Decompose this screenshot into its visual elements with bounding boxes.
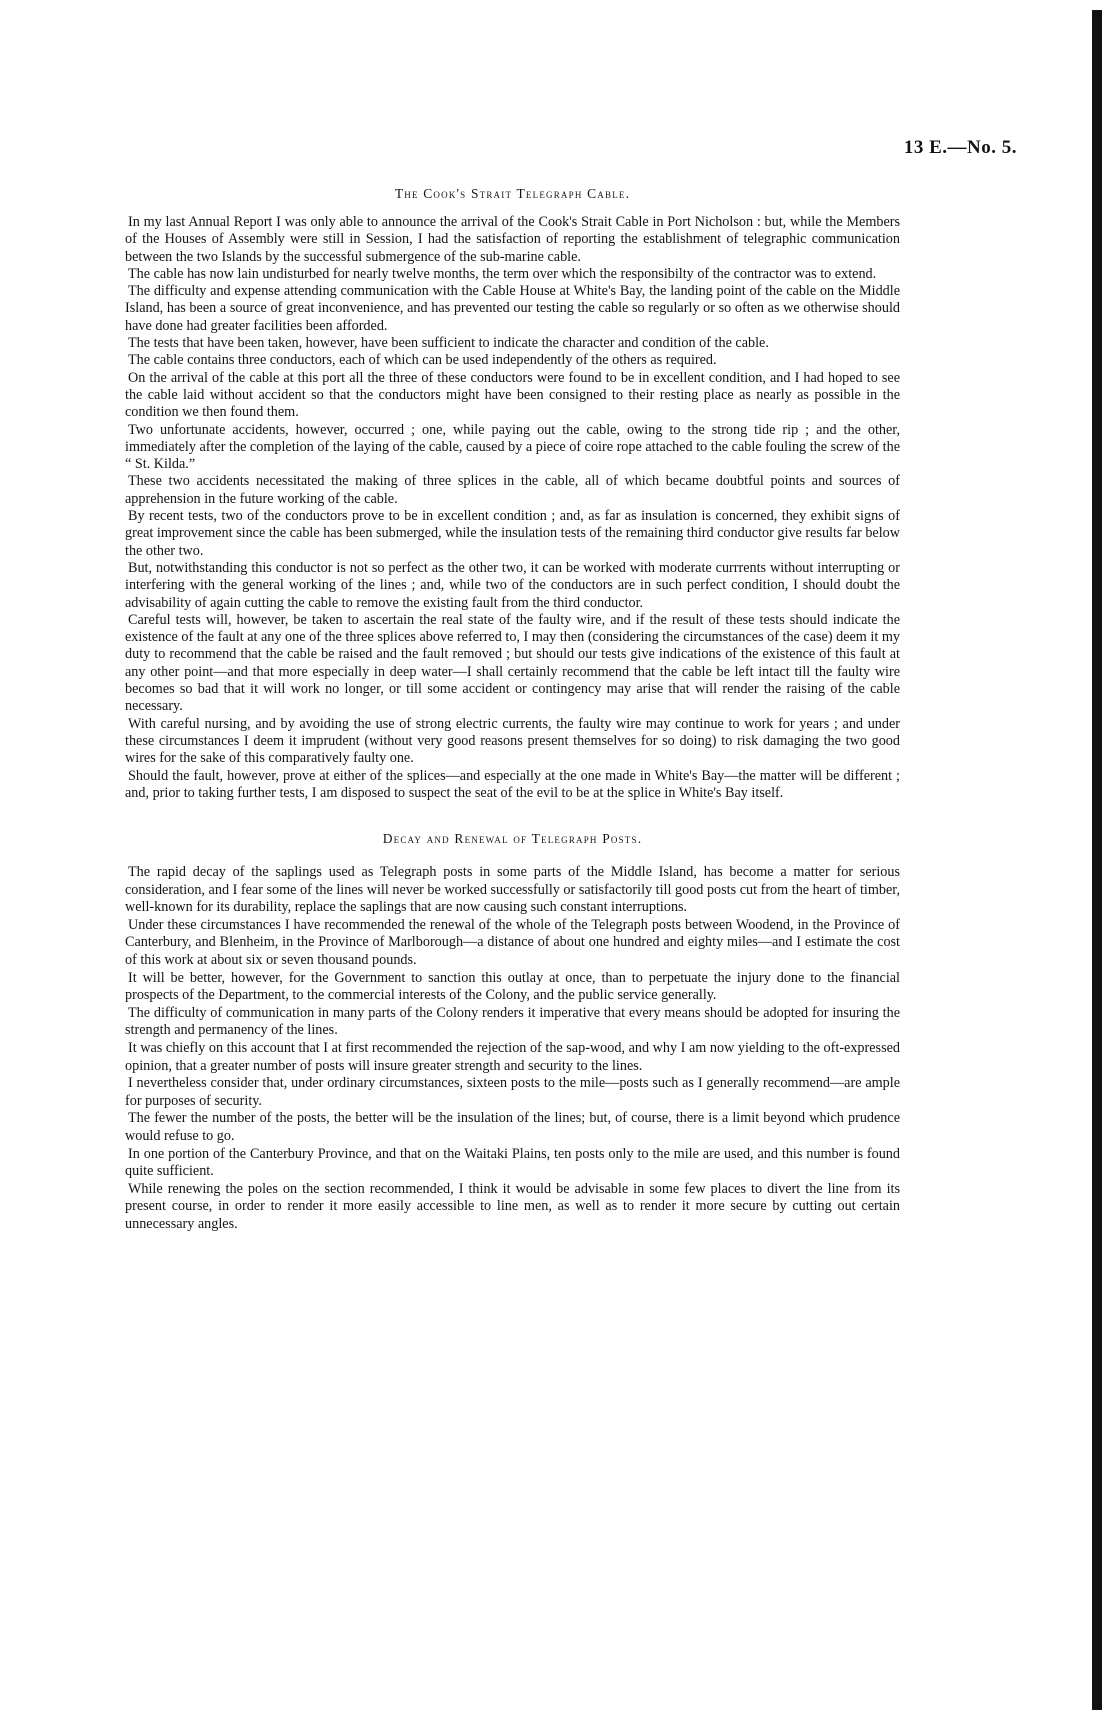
paragraph: Two unfortunate accidents, however, occurred ; one, while paying out the cable, owing to the strong tide rip ; and the other, immediately after the completion of the laying of the cable, caused by a piece of coire rope attached to the cable fouling the screw of the “ St. Kilda.” <box>125 421 900 473</box>
paragraph: While renewing the poles on the section recommended, I think it would be advisable in some few places to divert the line from its present course, in order to render it more easily accessible to line men, as well as to render it more secure by cutting out certain unnecessary angles. <box>125 1180 900 1232</box>
paragraph: Careful tests will, however, be taken to ascertain the real state of the faulty wire, and if the result of these tests should indicate the existence of the fault at any one of the three splices above referred to, I may then (considering the circumstances of the case) deem it my duty to recommend that the cable be raised and the fault removed ; but should our tests give indications of the existence of this fault at any other point—and that more especially in deep water—I shall certainly recommend that the cable be left intact till the faulty wire becomes so bad that it will work no longer, or till some accident or contingency may arise that will render the raising of the cable necessary. <box>125 611 900 715</box>
paragraph: The fewer the number of the posts, the better will be the insulation of the lines; but, of course, there is a limit beyond which prudence would refuse to go. <box>125 1110 900 1144</box>
paragraph: Should the fault, however, prove at either of the splices—and especially at the one made in White's Bay—the matter will be different ; and, prior to taking further tests, I am disposed to suspect the seat of the evil to be at the splice in White's Bay itself. <box>125 767 900 801</box>
page-content <box>125 186 900 1234</box>
paragraph: These two accidents necessitated the making of three splices in the cable, all of which became doubtful points and sources of apprehension in the future working of the cable. <box>125 473 900 507</box>
paragraph: It will be better, however, for the Government to sanction this outlay at once, than to perpetuate the injury done to the financial prospects of the Department, to the commercial interests of the Colony, and the public service generally. <box>125 969 900 1004</box>
section-heading: Decay and Renewal of Telegraph Posts. <box>382 831 643 847</box>
paragraph: The cable has now lain undisturbed for nearly twelve months, the term over which the responsibilty of the contractor was to extend. <box>128 265 877 282</box>
paragraph: It was chiefly on this account that I at first recommended the rejection of the sap-wood, and why I am now yielding to the oft-expressed opinion, that a greater number of posts will insure greater strength and security to the lines. <box>125 1040 900 1074</box>
page-edge-bar <box>1092 10 1102 1710</box>
paragraph: In my last Annual Report I was only able to announce the arrival of the Cook's Strait Cable in Port Nicholson : but, while the Members of the Houses of Assembly were still in Session, I had the satisfaction of reporting the establishment of telegraphic communication between the two Islands by the successful submergence of the sub-marine cable. <box>125 214 900 265</box>
paragraph: In one portion of the Canterbury Province, and that on the Waitaki Plains, ten posts only to the mile are used, and this number is found quite sufficient. <box>125 1145 900 1180</box>
paragraph: By recent tests, two of the conductors prove to be in excellent condition ; and, as far as insulation is concerned, they exhibit signs of great improvement since the cable has been submerged, while the insulation tests of the remaining third conductor give results far below the other two. <box>125 508 900 559</box>
section-cable <box>125 186 900 802</box>
paragraph: But, notwithstanding this conductor is not so perfect as the other two, it can be worked with moderate currrents without interrupting or interfering with the general working of the lines ; and, while two of the conductors are in such perfect condition, I should doubt the advisability of again cutting the cable to remove the existing fault from the third conductor. <box>125 559 900 611</box>
paragraph: Under these circumstances I have recommended the renewal of the whole of the Telegraph posts between Woodend, in the Province of Canterbury, and Blenheim, in the Province of Marlborough—a distance of about one hundred and eighty miles—and I estimate the cost of this work at about six or seven thousand pounds. <box>125 916 900 969</box>
paragraph: With careful nursing, and by avoiding the use of strong electric currents, the faulty wire may continue to work for years ; and under these circumstances I deem it imprudent (without very good reasons present themselves for so doing) to risk damaging the two good wires for the sake of this comparatively faulty one. <box>125 715 900 767</box>
paragraph: I nevertheless consider that, under ordinary circumstances, sixteen posts to the mile—posts such as I generally recommend—are ample for purposes of security. <box>125 1075 900 1109</box>
paragraph: The difficulty of communication in many parts of the Colony renders it imperative that every means should be adopted for insuring the strength and permanency of the lines. <box>125 1004 900 1039</box>
section-heading: The Cook's Strait Telegraph Cable. <box>394 186 631 201</box>
section-posts <box>125 831 900 1233</box>
paragraph: On the arrival of the cable at this port all the three of these conductors were found to be in excellent condition, and I had hoped to see the cable laid without accident so that the conductors might have been consigned to their resting place as nearly as possible in the condition we then found them. <box>125 369 900 421</box>
paragraph: The difficulty and expense attending communication with the Cable House at White's Bay, the landing point of the cable on the Middle Island, has been a source of great inconvenience, and has prevented our testing the cable so regularly or so often as we otherwise should have done had greater facilities been afforded. <box>125 283 900 334</box>
page-reference: 13 E.—No. 5. <box>903 137 1017 158</box>
paragraph: The tests that have been taken, however, have been sufficient to indicate the character and condition of the cable. <box>128 335 769 352</box>
paragraph: The rapid decay of the saplings used as Telegraph posts in some parts of the Middle Island, has become a matter for serious consideration, and I fear some of the lines will never be worked successfully or satisfactorily till good posts cut from the heart of timber, well-known for its durability, replace the saplings that are now causing such constant interruptions. <box>125 864 900 916</box>
paragraph: The cable contains three conductors, each of which can be used independently of the others as required. <box>128 352 717 369</box>
